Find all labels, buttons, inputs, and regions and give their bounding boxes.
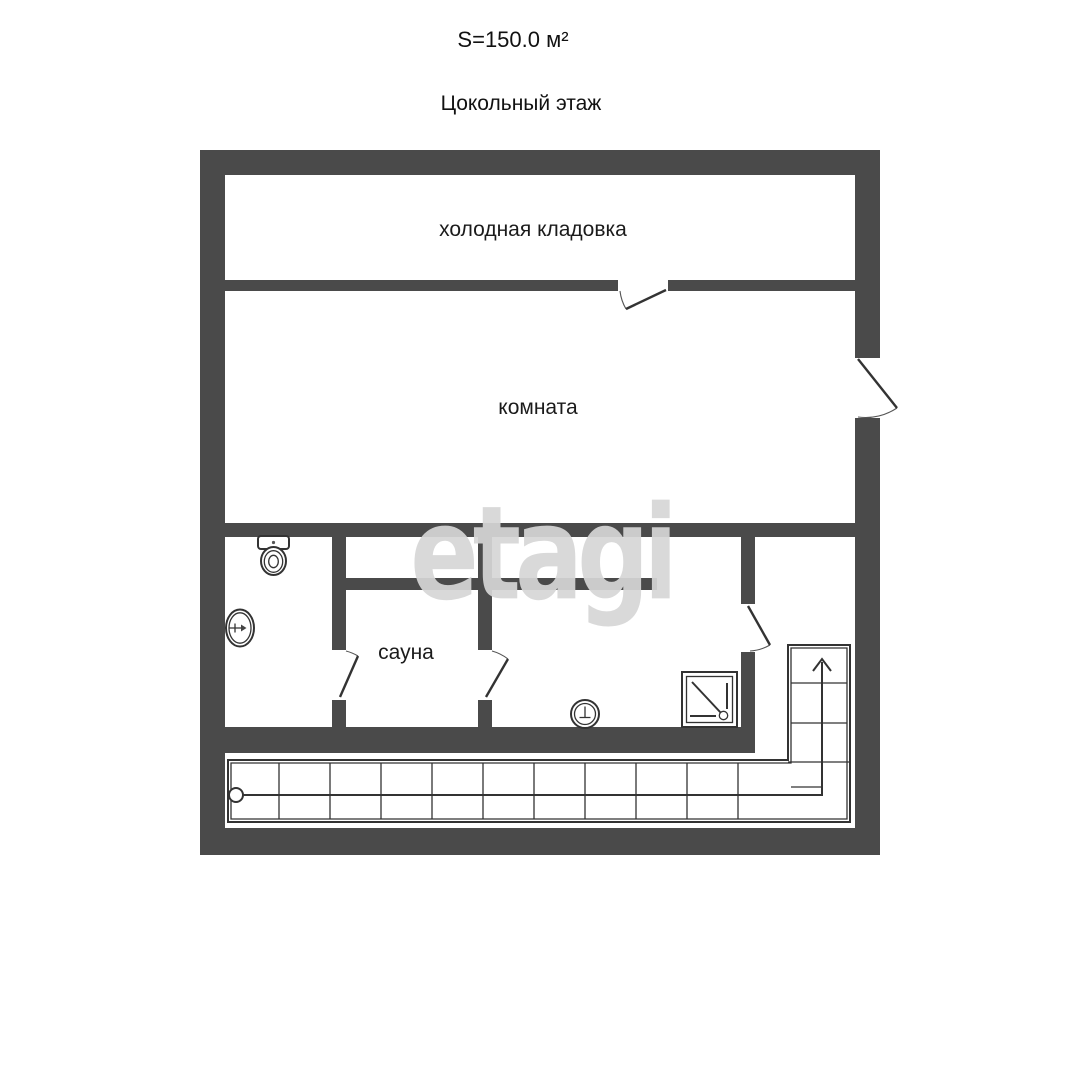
door-hall-stairwell xyxy=(748,606,770,651)
door-sauna-hall xyxy=(486,651,508,697)
door-cold-storage xyxy=(620,290,666,309)
door-bathroom-sauna xyxy=(340,651,358,697)
watermark-logo: etagi xyxy=(410,477,672,630)
shower-icon xyxy=(682,672,737,727)
floor-title: Цокольный этаж xyxy=(440,92,602,115)
room-label-room: комната xyxy=(498,396,578,419)
stairs-start-post xyxy=(229,788,243,802)
sink-icon xyxy=(226,610,254,647)
floor-drain-icon xyxy=(571,700,599,728)
toilet-icon xyxy=(258,536,289,575)
interior-walls xyxy=(200,280,855,753)
door-exterior-right xyxy=(858,359,897,417)
area-label: S=150.0 м² xyxy=(457,27,569,52)
room-label-sauna: сауна xyxy=(378,641,434,664)
room-label-cold-storage: холодная кладовка xyxy=(439,218,627,241)
